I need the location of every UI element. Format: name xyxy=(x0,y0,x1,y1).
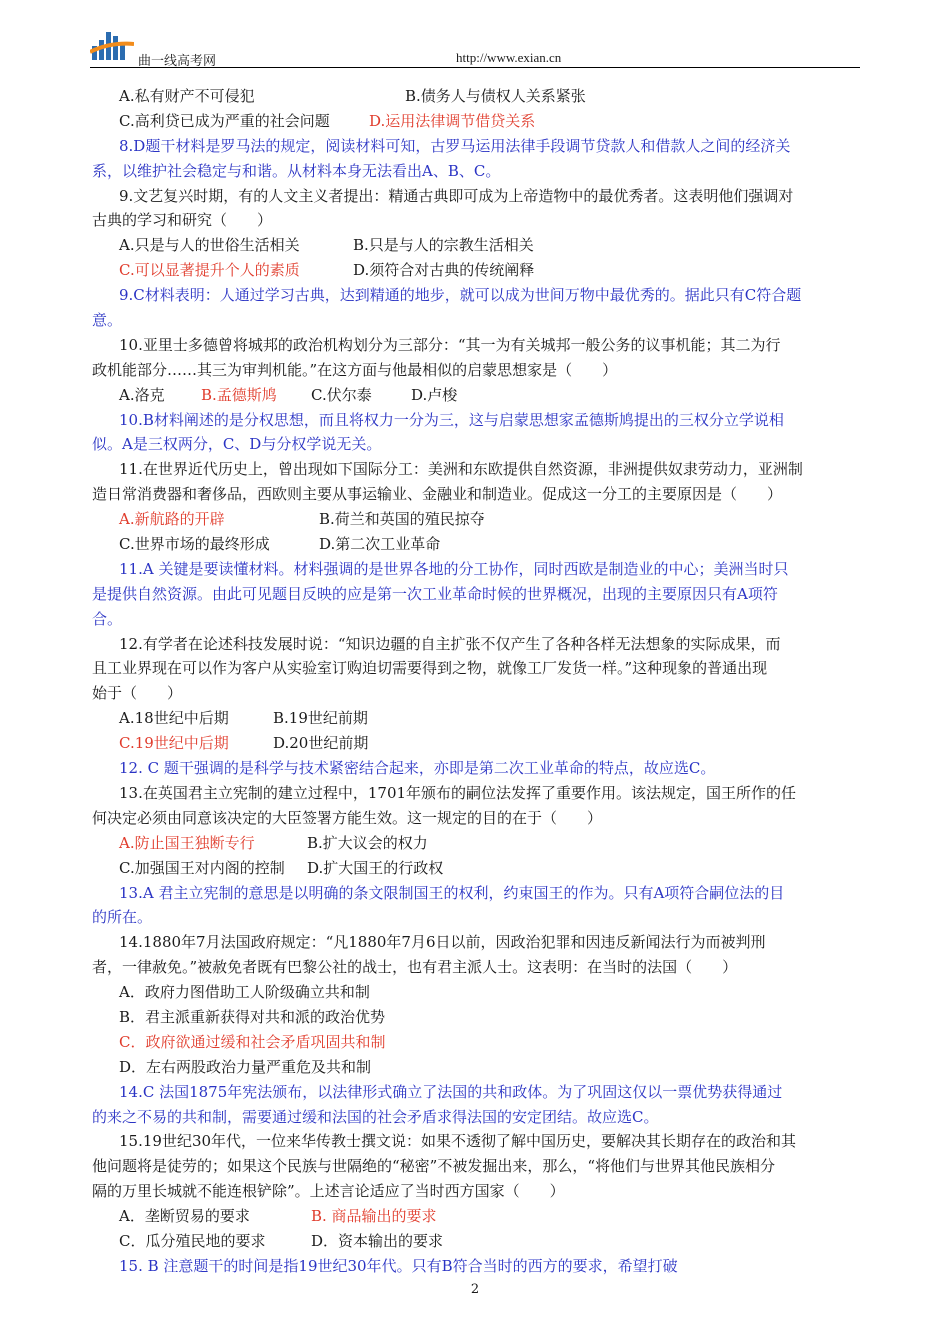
text-segment: C．瓜分殖民地的要求 xyxy=(119,1231,266,1250)
text-line xyxy=(92,856,862,881)
text-line xyxy=(92,731,862,756)
text-segment: 造日常消费器和奢侈品，西欧则主要从事运输业、金融业和制造业。促成这一分工的主要原因是（ ） xyxy=(92,485,783,504)
text-line xyxy=(92,582,862,607)
option-text: B.孟德斯鸠 xyxy=(201,385,277,404)
text-line xyxy=(92,831,862,856)
text-line xyxy=(92,159,862,184)
text-segment: 8.D题干材料是罗马法的规定，阅读材料可知，古罗马运用法律手段调节贷款人和借款人之间的经济关 xyxy=(119,136,791,155)
option-text: B.只是与人的宗教生活相关 xyxy=(353,236,534,255)
option-text: B.债务人与债权人关系紧张 xyxy=(405,87,586,105)
option-text: D.运用法律调节借贷关系 xyxy=(369,111,536,130)
text-segment: 10.B材料阐述的是分权思想，而且将权力一分为三，这与启蒙思想家孟德斯鸠提出的三权分立学说相 xyxy=(119,410,784,429)
text-segment: 11.在世界近代历史上，曾出现如下国际分工：美洲和东欧提供自然资源，非洲提供奴隶劳动力，亚洲制 xyxy=(119,460,803,479)
option-text: D.卢梭 xyxy=(411,385,458,404)
text-segment: 合。 xyxy=(92,609,123,628)
option-text: D.须符合对古典的传统阐释 xyxy=(353,261,535,280)
text-line xyxy=(92,557,862,582)
text-segment: 似。A是三权两分，C、D与分权学说无关。 xyxy=(92,435,382,454)
text-segment: 者，一律赦免。”被赦免者既有巴黎公社的战士，也有君主派人士。这表明：在当时的法国（ ） xyxy=(92,958,738,977)
text-segment: 且工业界现在可以作为客户从实验室订购迫切需要得到之物，就像工厂发货一样。”这种现象的普通出现 xyxy=(92,659,768,678)
text-line xyxy=(92,1030,862,1055)
text-line xyxy=(92,482,862,507)
text-line xyxy=(92,930,862,955)
text-segment: A.防止国王独断专行 xyxy=(119,833,255,852)
text-segment: D．左右两股政治力量严重危及共和制 xyxy=(119,1057,372,1076)
option-text: D.扩大国王的行政权 xyxy=(307,858,444,877)
option-text: C.伏尔泰 xyxy=(311,385,372,404)
text-line xyxy=(92,1129,862,1154)
text-segment: 他问题将是徒劳的；如果这个民族与世隔绝的“秘密”不被发掘出来，那么，“将他们与世界其他民族相分 xyxy=(92,1157,776,1176)
text-segment: 12. C 题干强调的是科学与技术紧密结合起来，亦即是第二次工业革命的特点，故应选C。 xyxy=(119,759,716,778)
text-segment: C.高利贷已成为严重的社会问题 xyxy=(119,111,330,130)
text-segment: 15.19世纪30年代，一位来华传教士撰文说：如果不透彻了解中国历史，要解决其长期存在的政治和其 xyxy=(119,1132,797,1151)
text-line xyxy=(92,905,862,930)
text-segment: C.加强国王对内阁的控制 xyxy=(119,858,285,877)
text-segment: 意。 xyxy=(92,311,123,330)
text-line xyxy=(92,980,862,1005)
option-text: D．资本输出的要求 xyxy=(311,1231,444,1250)
text-segment: 9.文艺复兴时期，有的人文主义者提出：精通古典即可成为上帝造物中的最优秀者。这表明他们强调对 xyxy=(119,186,794,205)
text-segment: 隔的万里长城就不能连根铲除”。上述言论适应了当时西方国家（ ） xyxy=(92,1182,565,1201)
option-text: B.扩大议会的权力 xyxy=(307,833,428,852)
text-line xyxy=(92,532,862,557)
text-line xyxy=(92,1204,862,1229)
text-line xyxy=(92,706,862,731)
text-line xyxy=(92,881,862,906)
text-segment: A.新航路的开辟 xyxy=(119,510,225,529)
text-line xyxy=(92,955,862,980)
text-segment: 的所在。 xyxy=(92,908,153,927)
page-header xyxy=(90,20,860,68)
text-segment: 12.有学者在论述科技发展时说：“知识边疆的自主扩张不仅产生了各种各样无法想象的实际成果，而 xyxy=(119,634,781,653)
text-line xyxy=(92,134,862,159)
option-text: B.荷兰和英国的殖民掠夺 xyxy=(319,510,485,529)
text-segment: 11.A 关键是要读懂材料。材料强调的是世界各地的分工协作，同时西欧是制造业的中心；美洲当时只 xyxy=(119,559,789,578)
text-line xyxy=(92,1254,862,1279)
text-segment: 何决定必须由同意该决定的大臣签署方能生效。这一规定的目的在于（ ） xyxy=(92,808,603,827)
text-segment: 系，以维护社会稳定与和谐。从材料本身无法看出A、B、C。 xyxy=(92,161,501,180)
option-text: D.20世纪前期 xyxy=(273,734,369,753)
text-line xyxy=(92,806,862,831)
text-line xyxy=(92,1179,862,1204)
text-line xyxy=(92,1229,862,1254)
text-line xyxy=(92,1105,862,1130)
text-line xyxy=(92,1080,862,1105)
text-segment: C.世界市场的最终形成 xyxy=(119,535,270,554)
text-segment: 13.A 君主立宪制的意思是以明确的条文限制国王的权利，约束国王的作为。只有A项符合嗣位法的目 xyxy=(119,883,785,902)
text-segment: A．垄断贸易的要求 xyxy=(119,1207,250,1226)
text-line xyxy=(92,1154,862,1179)
text-segment: C.可以显著提升个人的素质 xyxy=(119,261,300,280)
text-line xyxy=(92,781,862,806)
site-url[interactable]: http://www.exian.cn xyxy=(456,50,562,65)
text-line xyxy=(92,208,862,233)
text-segment: 14.1880年7月法国政府规定：“凡1880年7月6日以前，因政治犯罪和因违反新闻法行为而被判刑 xyxy=(119,933,766,952)
text-segment: 始于（ ） xyxy=(92,684,183,703)
header-divider xyxy=(90,67,860,68)
text-segment: 的来之不易的共和制，需要通过缓和法国的社会矛盾求得法国的安定团结。故应选C。 xyxy=(92,1107,659,1126)
text-segment: B．君主派重新获得对共和派的政治优势 xyxy=(119,1007,386,1026)
text-line xyxy=(92,1055,862,1080)
text-line xyxy=(92,233,862,258)
site-logo-icon xyxy=(90,22,134,62)
text-line xyxy=(92,333,862,358)
text-line xyxy=(92,457,862,482)
text-segment: 9.C材料表明：人通过学习古典，达到精通的地步，就可以成为世间万物中最优秀的。据此只有C符合题 xyxy=(119,286,802,305)
text-segment: C.19世纪中后期 xyxy=(119,734,229,753)
text-line xyxy=(92,408,862,433)
text-line xyxy=(92,109,862,134)
text-line xyxy=(92,432,862,457)
text-line xyxy=(92,383,862,408)
text-line xyxy=(92,308,862,333)
text-segment: A.洛克 xyxy=(119,385,165,404)
text-segment: A.私有财产不可侵犯 xyxy=(119,87,255,105)
text-segment: 10.亚里士多德曾将城邦的政治机构划分为三部分：“其一为有关城邦一般公务的议事机能；其二为行 xyxy=(119,335,781,354)
text-line xyxy=(92,84,862,109)
text-line xyxy=(92,358,862,383)
site-name: 曲一线高考网 xyxy=(138,54,217,69)
text-segment: 是提供自然资源。由此可见题目反映的应是第一次工业革命时候的世界概况，出现的主要原因只有A项符 xyxy=(92,584,778,603)
text-line xyxy=(92,607,862,632)
text-line xyxy=(92,1005,862,1030)
text-line xyxy=(92,656,862,681)
text-segment: A.只是与人的世俗生活相关 xyxy=(119,236,300,255)
text-segment: 政机能部分……其三为审判机能。”在这方面与他最相似的启蒙思想家是（ ） xyxy=(92,360,618,379)
text-segment: 古典的学习和研究（ ） xyxy=(92,211,273,230)
text-line xyxy=(92,258,862,283)
text-segment: A.18世纪中后期 xyxy=(119,709,229,728)
text-segment: 14.C 法国1875年宪法颁布，以法律形式确立了法国的共和政体。为了巩固这仅以一票优势获得通过 xyxy=(119,1082,783,1101)
text-line xyxy=(92,756,862,781)
text-line xyxy=(92,681,862,706)
document-body xyxy=(92,84,862,1279)
text-line xyxy=(92,283,862,308)
option-text: B.19世纪前期 xyxy=(273,709,368,728)
text-segment: C．政府欲通过缓和社会矛盾巩固共和制 xyxy=(119,1032,386,1051)
text-segment: 15. B 注意题干的时间是指19世纪30年代。只有B符合当时的西方的要求，希望打破 xyxy=(119,1256,678,1275)
option-text: D.第二次工业革命 xyxy=(319,535,441,554)
text-line xyxy=(92,632,862,657)
option-text: B. 商品输出的要求 xyxy=(311,1207,437,1226)
text-line xyxy=(92,184,862,209)
text-line xyxy=(92,507,862,532)
text-segment: A．政府力图借助工人阶级确立共和制 xyxy=(119,983,370,1002)
text-segment: 13.在英国君主立宪制的建立过程中，1701年颁布的嗣位法发挥了重要作用。该法规定，国王所作的任 xyxy=(119,783,797,802)
page-number: 2 xyxy=(470,1282,480,1297)
